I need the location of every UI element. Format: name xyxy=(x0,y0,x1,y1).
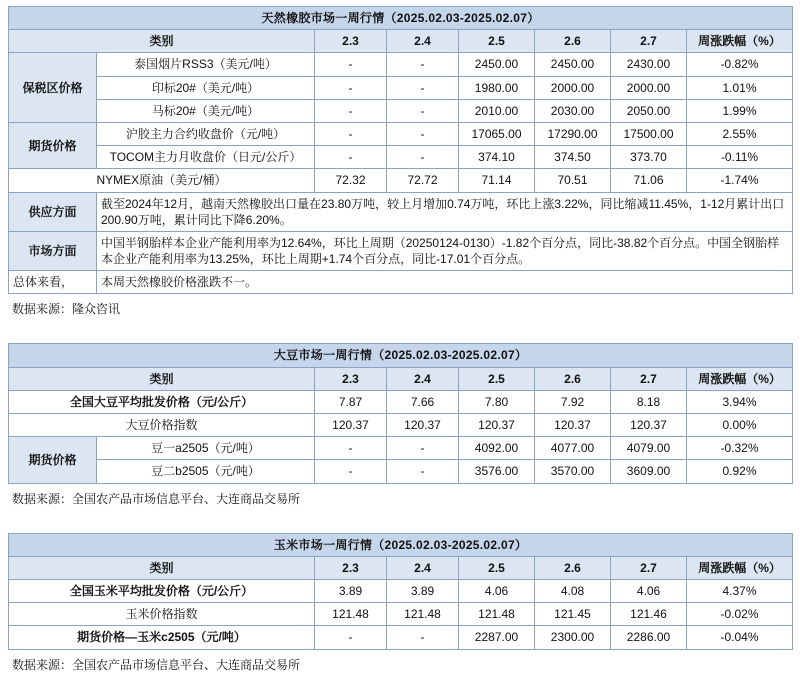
cell-change: 1.01% xyxy=(687,76,793,99)
cell-value: 4.06 xyxy=(611,579,687,602)
cell-change: -0.82% xyxy=(687,53,793,76)
cell-value: - xyxy=(315,99,387,122)
cell-change: 3.94% xyxy=(687,390,793,413)
cell-value: 17500.00 xyxy=(611,122,687,145)
cell-value: 2300.00 xyxy=(535,626,611,649)
page-title: 天然橡胶市场一周行情（2025.02.03-2025.02.07） xyxy=(9,7,793,30)
table-header-row xyxy=(9,556,793,579)
cell-value: - xyxy=(387,146,459,169)
cell-value: 7.92 xyxy=(535,390,611,413)
spacer xyxy=(8,319,792,343)
note-row-market xyxy=(9,231,793,270)
cell-value: 120.37 xyxy=(459,414,535,437)
cell-change: 0.00% xyxy=(687,414,793,437)
table-row xyxy=(9,53,793,76)
cell-value: - xyxy=(315,122,387,145)
cell-value: - xyxy=(387,460,459,483)
cell-value: - xyxy=(315,460,387,483)
column-header-d2: 2.4 xyxy=(387,367,459,390)
cell-value: - xyxy=(315,53,387,76)
row-item-label: 全国大豆平均批发价格（元/公斤） xyxy=(9,390,315,413)
table-row xyxy=(9,437,793,460)
column-header-d5: 2.7 xyxy=(611,367,687,390)
column-header-d5: 2.7 xyxy=(611,30,687,53)
cell-value: - xyxy=(315,76,387,99)
table-row xyxy=(9,579,793,602)
column-header-d3: 2.5 xyxy=(459,367,535,390)
soybean-market-table xyxy=(8,343,793,483)
table-row xyxy=(9,460,793,483)
column-header-d1: 2.3 xyxy=(315,556,387,579)
cell-value: 120.37 xyxy=(387,414,459,437)
table-title-row xyxy=(9,344,793,367)
cell-value: - xyxy=(387,122,459,145)
row-item-label: 印标20#（美元/吨） xyxy=(97,76,315,99)
cell-value: 121.48 xyxy=(387,603,459,626)
column-header-d2: 2.4 xyxy=(387,556,459,579)
cell-value: 7.87 xyxy=(315,390,387,413)
column-header-change: 周涨跌幅（%） xyxy=(687,30,793,53)
table-header-row xyxy=(9,30,793,53)
section-title-corn: 玉米市场一周行情（2025.02.03-2025.02.07） xyxy=(9,533,793,556)
source-rubber: 数据来源：隆众咨讯 xyxy=(12,302,121,317)
column-header-d1: 2.3 xyxy=(315,367,387,390)
row-item-label: 全国玉米平均批发价格（元/公斤） xyxy=(9,579,315,602)
source-soybean: 数据来源：全国农产品市场信息平台、大连商品交易所 xyxy=(12,491,301,506)
cell-value: 2050.00 xyxy=(611,99,687,122)
cell-value: 7.66 xyxy=(387,390,459,413)
column-header-d3: 2.5 xyxy=(459,30,535,53)
cell-value: - xyxy=(315,437,387,460)
column-header-d2: 2.4 xyxy=(387,30,459,53)
spacer xyxy=(8,509,792,533)
cell-value: 2000.00 xyxy=(535,76,611,99)
cell-value: 121.45 xyxy=(535,603,611,626)
cell-value: 4.08 xyxy=(535,579,611,602)
group-label-bonded-price: 保税区价格 xyxy=(9,53,97,123)
table-row xyxy=(9,146,793,169)
cell-value: 2010.00 xyxy=(459,99,535,122)
note-row-supply xyxy=(9,192,793,231)
cell-value: - xyxy=(387,626,459,649)
cell-value: 120.37 xyxy=(611,414,687,437)
cell-value: 2000.00 xyxy=(611,76,687,99)
group-label-futures-price: 期货价格 xyxy=(9,122,97,168)
cell-value: - xyxy=(387,53,459,76)
cell-value: 2287.00 xyxy=(459,626,535,649)
column-header-change: 周涨跌幅（%） xyxy=(687,367,793,390)
table-row xyxy=(9,626,793,649)
corn-market-table xyxy=(8,533,793,650)
cell-change: -0.11% xyxy=(687,146,793,169)
cell-value: 70.51 xyxy=(535,169,611,192)
cell-value: 373.70 xyxy=(611,146,687,169)
column-header-d1: 2.3 xyxy=(315,30,387,53)
cell-value: 4077.00 xyxy=(535,437,611,460)
cell-value: 71.06 xyxy=(611,169,687,192)
cell-value: 72.32 xyxy=(315,169,387,192)
row-item-label: 期货价格—玉米c2505（元/吨） xyxy=(9,626,315,649)
note-text-market: 中国半钢胎样本企业产能利用率为12.64%，环比上周期（20250124-0130）-1.82个百分点，同比-38.82个百分点。中国全钢胎样本企业产能利用率为13.25%，环比上周期+1.74个百分点，同比-17.01个百分点。 xyxy=(97,231,793,270)
cell-value: 3576.00 xyxy=(459,460,535,483)
cell-value: 1980.00 xyxy=(459,76,535,99)
table-row xyxy=(9,603,793,626)
cell-change: -0.02% xyxy=(687,603,793,626)
cell-value: - xyxy=(387,99,459,122)
note-text-summary: 本周天然橡胶价格涨跌不一。 xyxy=(97,271,793,294)
column-header-d3: 2.5 xyxy=(459,556,535,579)
table-row xyxy=(9,122,793,145)
cell-value: 121.46 xyxy=(611,603,687,626)
column-header-category: 类别 xyxy=(9,30,315,53)
cell-change: 4.37% xyxy=(687,579,793,602)
rubber-market-table xyxy=(8,6,793,294)
cell-change: -0.04% xyxy=(687,626,793,649)
cell-value: 2030.00 xyxy=(535,99,611,122)
cell-value: - xyxy=(315,146,387,169)
column-header-d4: 2.6 xyxy=(535,367,611,390)
column-header-change: 周涨跌幅（%） xyxy=(687,556,793,579)
column-header-d4: 2.6 xyxy=(535,30,611,53)
cell-value: 121.48 xyxy=(315,603,387,626)
row-item-label: TOCOM主力月收盘价（日元/公斤） xyxy=(97,146,315,169)
cell-value: 4.06 xyxy=(459,579,535,602)
cell-value: 121.48 xyxy=(459,603,535,626)
cell-value: 4079.00 xyxy=(611,437,687,460)
note-text-supply: 截至2024年12月，越南天然橡胶出口量在23.80万吨，较上月增加0.74万吨，环比上涨3.22%，同比缩减11.45%，1-12月累计出口200.90万吨，累计同比下降6.20%。 xyxy=(97,192,793,231)
row-item-label: 豆一a2505（元/吨） xyxy=(97,437,315,460)
cell-value: - xyxy=(315,626,387,649)
note-row-summary xyxy=(9,271,793,294)
cell-value: 2450.00 xyxy=(535,53,611,76)
column-header-d4: 2.6 xyxy=(535,556,611,579)
column-header-d5: 2.7 xyxy=(611,556,687,579)
cell-value: 3.89 xyxy=(387,579,459,602)
note-label-summary: 总体来看， xyxy=(9,271,97,294)
cell-change: 1.99% xyxy=(687,99,793,122)
cell-value: 120.37 xyxy=(535,414,611,437)
cell-value: 3.89 xyxy=(315,579,387,602)
cell-value: 374.10 xyxy=(459,146,535,169)
cell-value: 4092.00 xyxy=(459,437,535,460)
row-item-label: 泰国烟片RSS3（美元/吨） xyxy=(97,53,315,76)
cell-value: 2430.00 xyxy=(611,53,687,76)
group-label-futures-price: 期货价格 xyxy=(9,437,97,483)
section-title-soybean: 大豆市场一周行情（2025.02.03-2025.02.07） xyxy=(9,344,793,367)
table-row xyxy=(9,390,793,413)
cell-value: 17065.00 xyxy=(459,122,535,145)
cell-value: 72.72 xyxy=(387,169,459,192)
cell-value: 7.80 xyxy=(459,390,535,413)
cell-change: 0.92% xyxy=(687,460,793,483)
cell-change: 2.55% xyxy=(687,122,793,145)
note-label-supply: 供应方面 xyxy=(9,192,97,231)
cell-value: 2286.00 xyxy=(611,626,687,649)
cell-value: 3609.00 xyxy=(611,460,687,483)
cell-value: 3570.00 xyxy=(535,460,611,483)
cell-value: 17290.00 xyxy=(535,122,611,145)
table-title-row xyxy=(9,533,793,556)
cell-value: 8.18 xyxy=(611,390,687,413)
row-item-label-nymex: NYMEX原油（美元/桶） xyxy=(9,169,315,192)
source-corn: 数据来源：全国农产品市场信息平台、大连商品交易所 xyxy=(12,657,301,672)
cell-value: - xyxy=(387,76,459,99)
table-row xyxy=(9,76,793,99)
column-header-category: 类别 xyxy=(9,556,315,579)
cell-value: 120.37 xyxy=(315,414,387,437)
row-item-label: 马标20#（美元/吨） xyxy=(97,99,315,122)
note-label-market: 市场方面 xyxy=(9,231,97,270)
table-header-row xyxy=(9,367,793,390)
row-item-label: 豆二b2505（元/吨） xyxy=(97,460,315,483)
cell-value: - xyxy=(387,437,459,460)
cell-change: -0.32% xyxy=(687,437,793,460)
cell-change: -1.74% xyxy=(687,169,793,192)
row-item-label: 沪胶主力合约收盘价（元/吨） xyxy=(97,122,315,145)
cell-value: 71.14 xyxy=(459,169,535,192)
table-row xyxy=(9,169,793,192)
row-item-label: 大豆价格指数 xyxy=(9,414,315,437)
row-item-label: 玉米价格指数 xyxy=(9,603,315,626)
column-header-category: 类别 xyxy=(9,367,315,390)
cell-value: 374.50 xyxy=(535,146,611,169)
table-row xyxy=(9,99,793,122)
table-title-row xyxy=(9,7,793,30)
table-row xyxy=(9,414,793,437)
cell-value: 2450.00 xyxy=(459,53,535,76)
